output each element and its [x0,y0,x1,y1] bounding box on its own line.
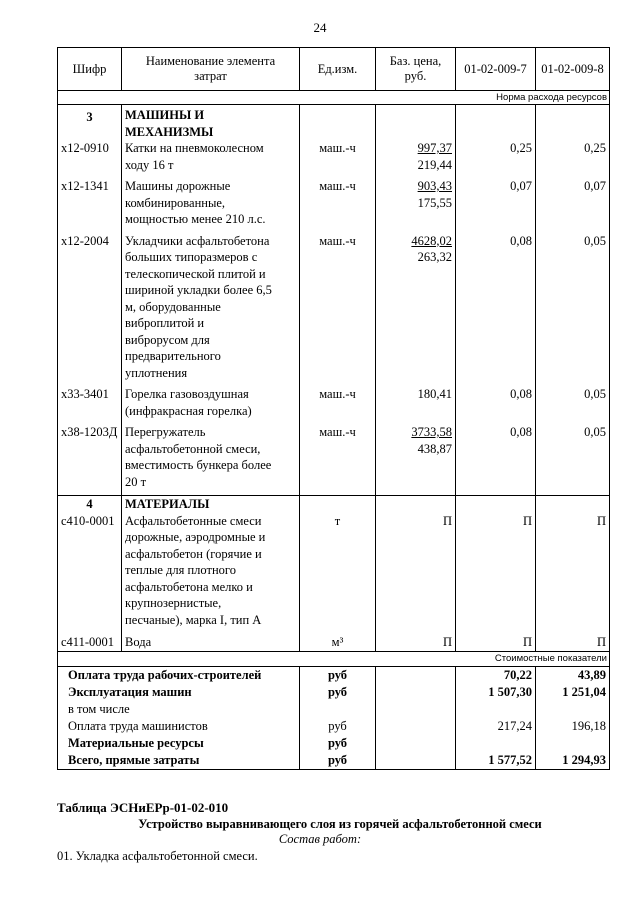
row-price [376,140,456,173]
price-value: 997,37 [417,141,452,155]
summary-value-a: 1 507,30 [456,684,536,701]
row-name [122,178,300,228]
name-line: предварительного [125,349,221,363]
name-line: 20 т [125,474,147,489]
summary-row [58,701,610,718]
summary-value-a: 217,24 [456,718,536,735]
price-value: 3733,58 [411,425,452,439]
row-norm-b: П [536,634,610,651]
section-title-line: МАШИНЫ И [125,108,205,122]
table-row [58,178,610,228]
resource-table [57,47,610,770]
row-norm-b: П [536,513,610,629]
table-header-row [58,48,610,91]
summary-unit: руб [300,666,376,684]
row-norm-b: 0,05 [536,233,610,382]
section-number: 4 [58,496,122,513]
work-item: 01. Укладка асфальтобетонной смеси. [57,849,258,863]
table-title: Таблица ЭСНиЕРр-01-02-010 [57,800,229,815]
row-unit: маш.-ч [300,233,376,382]
norm-row [58,91,610,105]
header-col-b: 01-02-009-8 [536,48,610,91]
summary-label: Эксплуатация машин [58,684,300,701]
summary-value-b: 1 294,93 [536,752,610,770]
section-heading-row [58,105,610,141]
name-line: Машины дорожные [125,179,231,193]
section-title-line: МЕХАНИЗМЫ [125,124,214,139]
summary-value-b [536,701,610,718]
row-norm-a: 0,08 [456,424,536,490]
table-row [58,424,610,490]
summary-value-a: 1 577,52 [456,752,536,770]
name-line: Горелка газовоздушная [125,387,249,401]
summary-row [58,666,610,684]
summary-unit [300,701,376,718]
summary-value-a [456,735,536,752]
row-price [376,233,456,382]
name-line: теплые для плотного [125,563,236,577]
row-price [376,424,456,490]
section-title [122,105,300,141]
row-price: П [376,513,456,629]
empty-cell [300,105,376,141]
summary-value-a: 70,22 [456,666,536,684]
summary-price-empty [376,666,456,684]
section-number: 3 [58,105,122,141]
row-code: с410-0001 [58,513,122,629]
name-line: м, оборудованные [125,299,221,314]
row-norm-a: П [456,634,536,651]
norm-label: Норма расхода ресурсов [58,91,610,105]
header-code: Шифр [58,48,122,91]
summary-value-b: 196,18 [536,718,610,735]
empty-cell [300,496,376,513]
empty-cell [456,105,536,141]
summary-label: Всего, прямые затраты [58,752,300,770]
table-row [58,233,610,382]
row-norm-b: 0,07 [536,178,610,228]
summary-unit: руб [300,684,376,701]
row-code: х12-1341 [58,178,122,228]
header-col-a: 01-02-009-7 [456,48,536,91]
summary-price-empty [376,684,456,701]
row-price: П [376,634,456,651]
price-wage: 438,87 [417,441,452,456]
header-name: Наименование элемента затрат [122,48,300,91]
summary-value-b [536,735,610,752]
summary-label: Оплата труда рабочих-строителей [58,666,300,684]
page-number: 24 [313,20,327,35]
row-norm-a: 0,25 [456,140,536,173]
row-name [122,424,300,490]
price-value: 903,43 [417,179,452,193]
summary-unit: руб [300,752,376,770]
summary-label: Оплата труда машинистов [58,718,300,735]
price-wage: 175,55 [417,195,452,210]
summary-row [58,684,610,701]
row-code: х12-2004 [58,233,122,382]
table-row [58,386,610,419]
row-name [122,140,300,173]
summary-row [58,752,610,770]
row-name [122,513,300,629]
row-name [122,386,300,419]
row-unit: маш.-ч [300,424,376,490]
summary-row [58,718,610,735]
empty-cell [536,496,610,513]
name-line: комбинированные, [125,195,226,210]
summary-value-b: 1 251,04 [536,684,610,701]
summary-price-empty [376,718,456,735]
header-unit: Ед.изм. [300,48,376,91]
row-price [376,386,456,419]
name-line: телескопической плитой и [125,266,266,281]
row-name [122,634,300,651]
row-unit: маш.-ч [300,178,376,228]
name-line: Перегружатель [125,425,206,439]
summary-row [58,735,610,752]
table-row [58,140,610,173]
summary-label: Материальные ресурсы [58,735,300,752]
name-line: ходу 16 т [125,157,174,172]
name-line: шириной укладки более 6,5 [125,283,272,297]
row-norm-b: 0,05 [536,424,610,490]
row-norm-a: 0,08 [456,233,536,382]
table-row [58,513,610,629]
row-norm-a: 0,07 [456,178,536,228]
table-row [58,634,610,651]
empty-cell [456,496,536,513]
summary-value-a [456,701,536,718]
section-title: МАТЕРИАЛЫ [122,496,300,513]
row-code: с411-0001 [58,634,122,651]
name-line: асфальтобетона мелко и [125,579,253,594]
row-code: х38-1203Д [58,424,122,490]
price-wage: 219,44 [417,157,452,172]
row-unit: м³ [300,634,376,651]
name-line: вместимость бункера более [125,458,272,472]
name-line: песчаные), марка I, тип А [125,612,262,627]
table-subtitle: Устройство выравнивающего слоя из горячей асфальтобетонной смеси [138,817,542,831]
name-line: уплотнения [125,365,188,380]
summary-unit: руб [300,718,376,735]
name-line: больших типоразмеров с [125,250,258,264]
row-norm-b: 0,05 [536,386,610,419]
name-line: виброрусом для [125,332,210,347]
header-price: Баз. цена, руб. [376,48,456,91]
cost-label: Стоимостные показатели [58,651,610,666]
row-norm-b: 0,25 [536,140,610,173]
summary-price-empty [376,752,456,770]
row-code: х12-0910 [58,140,122,173]
name-line: Асфальтобетонные смеси [125,513,262,528]
empty-cell [376,496,456,513]
name-line: асфальтобетон (горячие и [125,546,262,561]
summary-price-empty [376,735,456,752]
price-value: 4628,02 [411,233,452,248]
summary-label: в том числе [58,701,300,718]
row-norm-a: П [456,513,536,629]
name-line: крупнозернистые, [125,596,222,610]
name-line: Катки на пневмоколесном [125,141,264,155]
row-norm-a: 0,08 [456,386,536,419]
price-value: 180,41 [417,387,452,401]
name-line: Вода [125,635,152,649]
summary-value-b: 43,89 [536,666,610,684]
row-name [122,233,300,382]
row-price [376,178,456,228]
row-unit: т [300,513,376,629]
price-wage: 263,32 [417,250,452,264]
row-unit: маш.-ч [300,140,376,173]
name-line: (инфракрасная горелка) [125,403,252,418]
name-line: мощностью менее 210 л.с. [125,212,266,226]
name-line: дорожные, аэродромные и [125,530,266,544]
composition-label: Состав работ: [278,832,362,846]
row-unit: маш.-ч [300,386,376,419]
section-heading-row [58,496,610,513]
cost-label-row [58,651,610,666]
name-line: асфальтобетонной смеси, [125,441,261,456]
summary-unit: руб [300,735,376,752]
row-code: х33-3401 [58,386,122,419]
empty-cell [536,105,610,141]
summary-price-empty [376,701,456,718]
empty-cell [376,105,456,141]
name-line: Укладчики асфальтобетона [125,233,270,248]
name-line: виброплитой и [125,316,205,330]
